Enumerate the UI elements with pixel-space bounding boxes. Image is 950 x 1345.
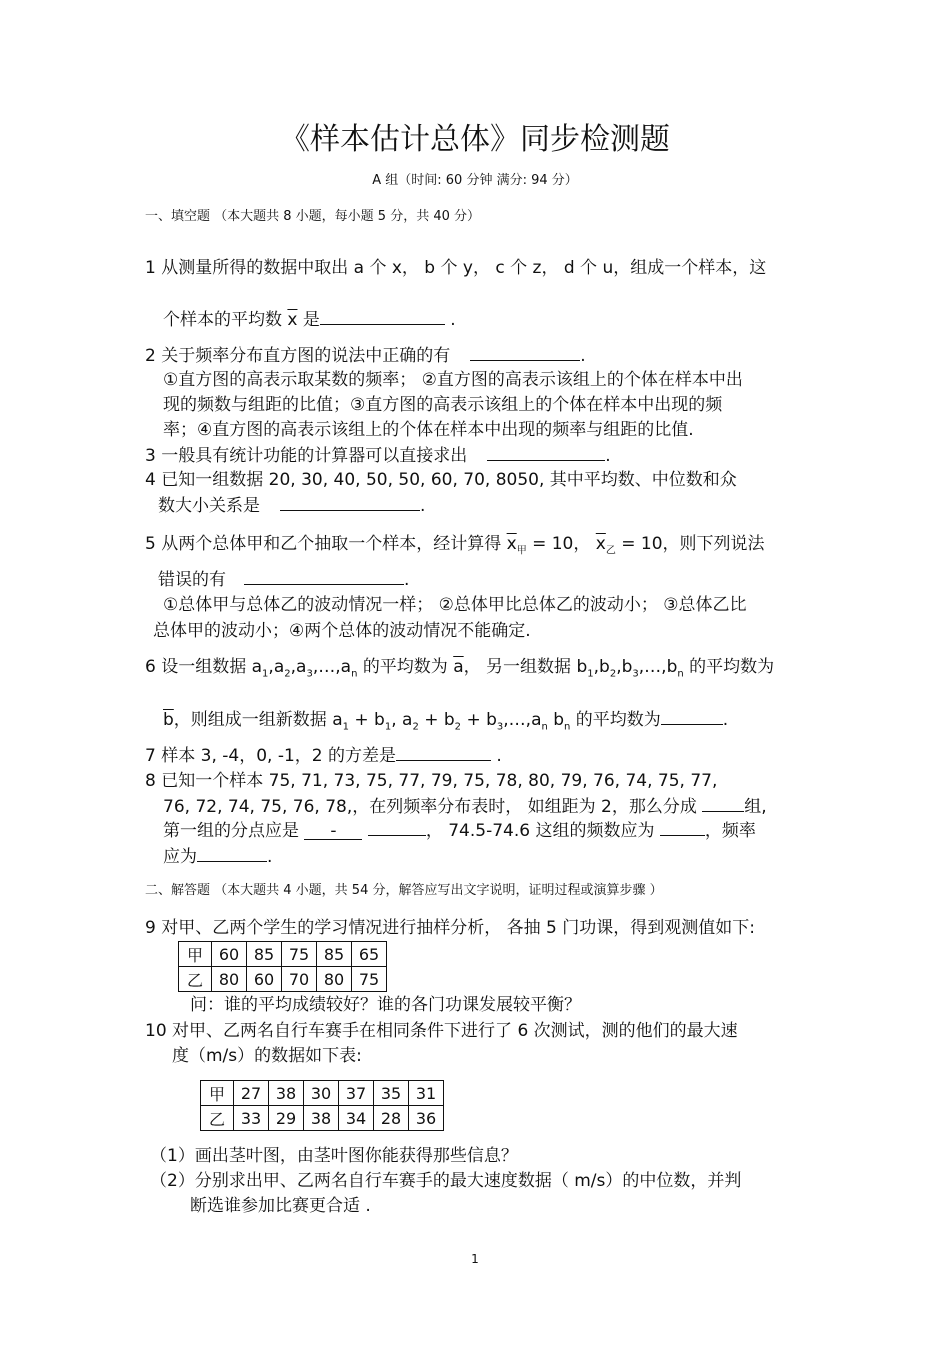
table-cell: 37: [339, 1081, 374, 1106]
table-cell: 29: [269, 1106, 304, 1131]
table-row: [179, 967, 387, 992]
answer-blank: [368, 819, 426, 836]
table-cell: 70: [282, 967, 317, 992]
q10-part2-line1: （2）分别求出甲、乙两名自行车赛手的最大速度数据（ m/s）的中位数，并判: [150, 1171, 742, 1191]
x-bar: $\overline{x}$: [287, 310, 298, 330]
answer-blank: -: [304, 823, 362, 840]
q8-line1: 8 已知一个样本 75, 71, 73, 75, 77, 79, 75, 78, 80, 79, 76, 74, 75, 77,: [145, 771, 718, 791]
table-cell: 75: [282, 942, 317, 967]
table-cell: 38: [269, 1081, 304, 1106]
table-row: [201, 1081, 444, 1106]
section-1-heading: 一、填空题 （本大题共 8 小题，每小题 5 分，共 40 分）: [145, 209, 481, 224]
q6-line1: 6 设一组数据 $a_1,a_2,a_3,\dots,a_n$ 的平均数为 $\overline{a}$， 另一组数据 $b_1,b_2,b_3,\dots,b_n$ 的平均数为: [145, 657, 775, 680]
q6-line2: $\overline{b}$，则组成一组新数据 $a_1 + b_1$, $a_2 + b_2$ + $b_3,\dots,a_n$ $b_n$ 的平均数为 .: [163, 710, 729, 733]
q2-line1: 2 关于频率分布直方图的说法中正确的有 .: [145, 346, 586, 366]
q10-part2-line2: 断选谁参加比赛更合适 .: [190, 1196, 371, 1216]
q3-line1: 3 一般具有统计功能的计算器可以直接求出 .: [145, 446, 611, 466]
table-cell: 85: [247, 942, 282, 967]
table-cell: 75: [352, 967, 387, 992]
answer-blank: [197, 845, 267, 862]
table-cell: 65: [352, 942, 387, 967]
table-cell: 38: [304, 1106, 339, 1131]
answer-blank: [396, 744, 491, 761]
q1-line1: 1 从测量所得的数据中取出 a 个 x， b 个 y， c 个 z， d 个 u，组成一个样本，这: [145, 258, 767, 278]
table-cell: 乙: [201, 1106, 234, 1131]
table-row: [179, 942, 387, 967]
q9-line1: 9 对甲、乙两个学生的学习情况进行抽样分析， 各抽 5 门功课，得到观测值如下:: [145, 918, 755, 938]
q1-line2: 个样本的平均数 $\overline{x}$ 是 .: [163, 310, 456, 330]
table-cell: 27: [234, 1081, 269, 1106]
table-cell: 60: [212, 942, 247, 967]
table-cell: 28: [374, 1106, 409, 1131]
q8-line4: 应为 .: [163, 847, 273, 867]
q9-score-table: [178, 941, 387, 992]
answer-blank: [487, 444, 605, 461]
q10-part1: （1）画出茎叶图，由茎叶图你能获得那些信息？: [150, 1146, 518, 1166]
exam-info: A 组（时间: 60 分钟 满分: 94 分）: [372, 173, 578, 188]
table-cell: 33: [234, 1106, 269, 1131]
table-cell: 80: [317, 967, 352, 992]
table-cell: 60: [247, 967, 282, 992]
table-cell: 80: [212, 967, 247, 992]
q2-line4: 率；④直方图的高表示该组上的个体在样本中出现的频率与组距的比值.: [163, 420, 694, 440]
table-cell: 34: [339, 1106, 374, 1131]
table-cell: 30: [304, 1081, 339, 1106]
q4-line2: 数大小关系是 .: [158, 496, 426, 516]
q5-line3: ①总体甲与总体乙的波动情况一样； ②总体甲比总体乙的波动小； ③总体乙比: [163, 595, 747, 615]
q9-line2: 问：谁的平均成绩较好？谁的各门功课发展较平衡？: [190, 995, 581, 1015]
table-cell: 甲: [179, 942, 212, 967]
q5-line1: 5 从两个总体甲和乙个抽取一个样本，经计算得 $\overline{x}_甲 = 10$， $\overline{x}_乙 = 10$，则下列说法: [145, 534, 765, 557]
section-2-heading: 二、解答题 （本大题共 4 小题，共 54 分，解答应写出文字说明，证明过程或演算步骤 ）: [145, 883, 663, 898]
table-cell: 乙: [179, 967, 212, 992]
answer-blank: [470, 344, 580, 361]
table-cell: 85: [317, 942, 352, 967]
q10-speed-table: [200, 1080, 444, 1131]
q5-line4: 总体甲的波动小；④两个总体的波动情况不能确定.: [153, 621, 531, 641]
table-cell: 31: [409, 1081, 444, 1106]
table-cell: 35: [374, 1081, 409, 1106]
q5-line2: 错误的有 .: [158, 570, 410, 590]
q7-line1: 7 样本 3, -4，0, -1，2 的方差是 .: [145, 746, 502, 766]
page-title: 《样本估计总体》同步检测题: [280, 122, 670, 157]
answer-blank: [661, 708, 723, 725]
table-row: [201, 1106, 444, 1131]
answer-blank: [280, 494, 420, 511]
q8-line3: 第一组的分点应是 - ， 74.5-74.6 这组的频数应为 ，频率: [163, 821, 756, 841]
q8-line2: 76, 72, 74, 75, 76, 78,，在列频率分布表时， 如组距为 2，那么分成 组,: [163, 797, 767, 817]
table-cell: 36: [409, 1106, 444, 1131]
answer-blank: [660, 819, 705, 836]
answer-blank: [320, 308, 445, 325]
q10-line1: 10 对甲、乙两名自行车赛手在相同条件下进行了 6 次测试，测的他们的最大速: [145, 1021, 738, 1041]
q4-line1: 4 已知一组数据 20, 30, 40, 50, 50, 60, 70, 8050, 其中平均数、中位数和众: [145, 470, 737, 490]
page-number: 1: [471, 1252, 479, 1266]
answer-blank: [244, 568, 404, 585]
q2-line3: 现的频数与组距的比值；③直方图的高表示该组上的个体在样本中出现的频: [163, 395, 723, 415]
q2-line2: ①直方图的高表示取某数的频率； ②直方图的高表示该组上的个体在样本中出: [163, 370, 743, 390]
answer-blank: [702, 795, 744, 812]
q10-line2: 度（m/s）的数据如下表:: [172, 1046, 362, 1066]
table-cell: 甲: [201, 1081, 234, 1106]
